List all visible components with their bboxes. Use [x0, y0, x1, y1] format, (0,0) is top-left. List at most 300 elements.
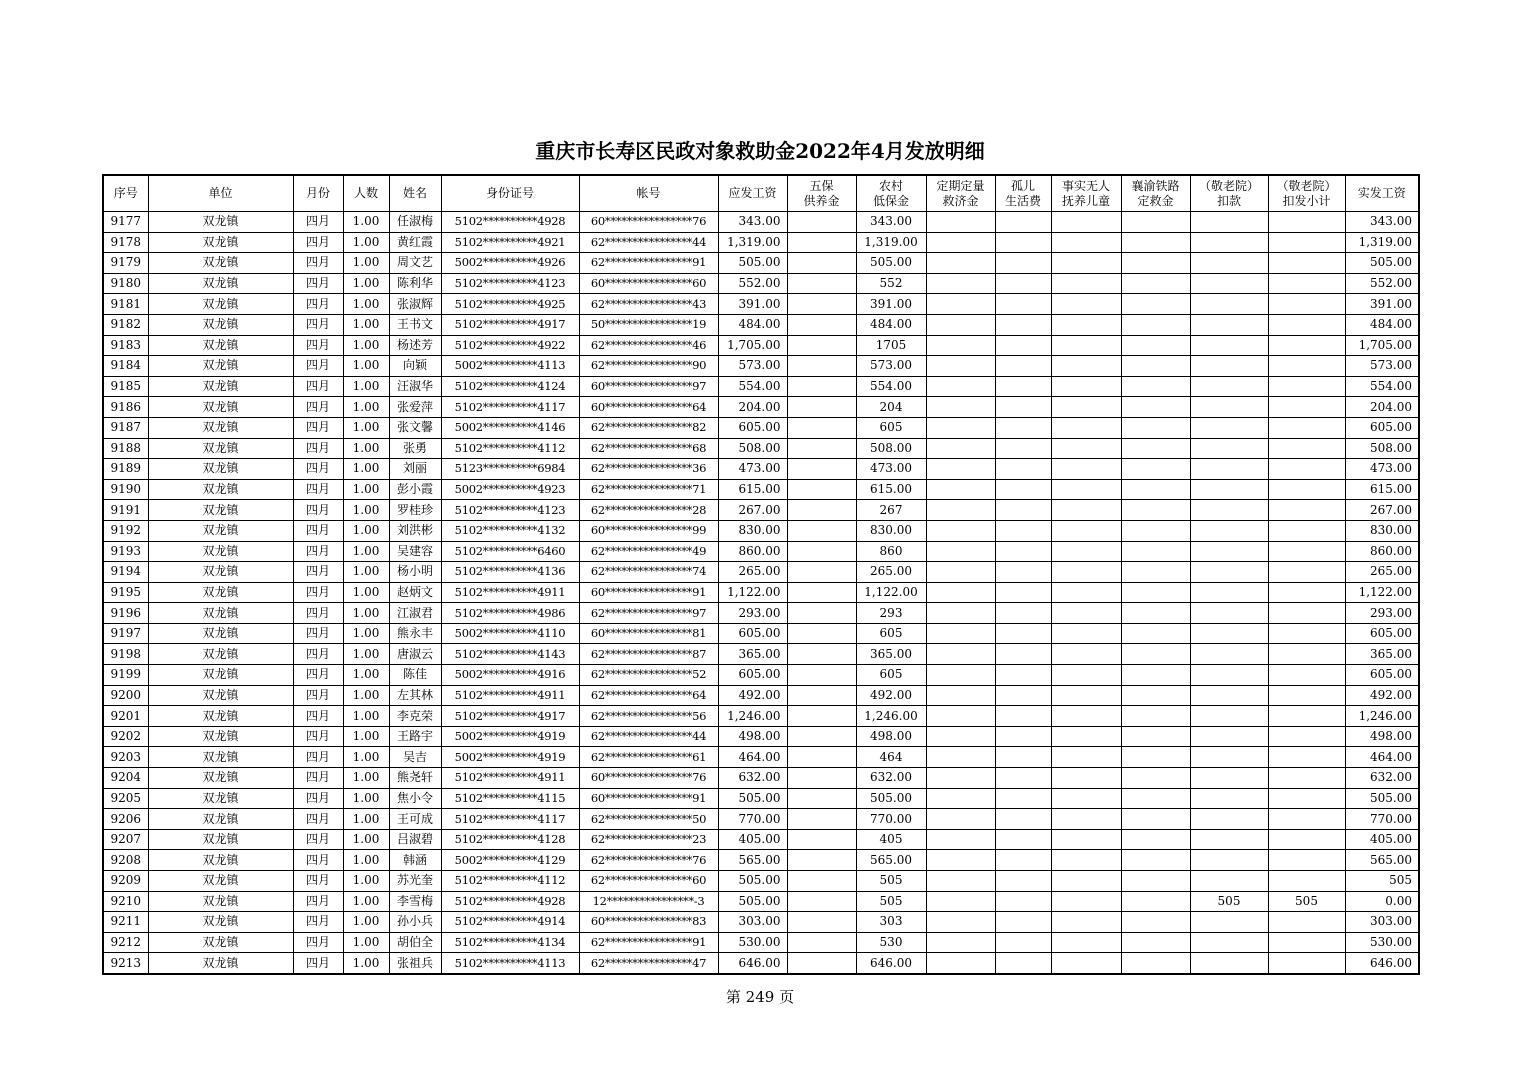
cell-col-unit: 双龙镇	[148, 747, 293, 768]
cell-col-id-number: 5102**********4922	[441, 335, 579, 356]
cell-col-id-number: 5102**********6460	[441, 541, 579, 562]
cell-col-deduct	[1190, 232, 1268, 253]
cell-col-name: 苏光奎	[389, 871, 441, 892]
cell-col-wubao	[787, 726, 856, 747]
cell-col-deduct-subtotal	[1268, 932, 1345, 953]
table-row	[103, 500, 1419, 521]
cell-col-deduct	[1190, 582, 1268, 603]
cell-col-unit: 双龙镇	[148, 809, 293, 830]
cell-col-id-number: 5002**********4926	[441, 253, 579, 274]
cell-col-dibao: 492.00	[856, 685, 926, 706]
cell-col-deduct-subtotal	[1268, 829, 1345, 850]
cell-col-account: 62****************91	[579, 932, 718, 953]
cell-col-name: 杨小明	[389, 562, 441, 583]
cell-col-deduct	[1190, 459, 1268, 480]
cell-col-name: 杨述芳	[389, 335, 441, 356]
header-line: 供养金	[803, 193, 840, 208]
cell-col-actual: 267.00	[1345, 500, 1419, 521]
cell-col-account: 62****************82	[579, 417, 718, 438]
cell-col-count: 1.00	[343, 520, 389, 541]
cell-col-wubao	[787, 253, 856, 274]
cell-col-seq: 9193	[103, 541, 148, 562]
cell-col-actual: 391.00	[1345, 294, 1419, 315]
cell-col-dingqi	[926, 253, 995, 274]
header-line: 定救金	[1137, 193, 1174, 208]
cell-col-child	[1051, 500, 1121, 521]
cell-col-id-number: 5002**********4129	[441, 850, 579, 871]
table-row	[103, 623, 1419, 644]
cell-col-month: 四月	[293, 253, 343, 274]
cell-col-id-number: 5102**********4123	[441, 500, 579, 521]
cell-col-account: 60****************81	[579, 623, 718, 644]
cell-col-actual: 505.00	[1345, 253, 1419, 274]
cell-col-seq: 9177	[103, 212, 148, 233]
cell-col-unit: 双龙镇	[148, 953, 293, 974]
cell-col-actual: 0.00	[1345, 891, 1419, 912]
cell-col-count: 1.00	[343, 397, 389, 418]
cell-col-unit: 双龙镇	[148, 376, 293, 397]
cell-col-seq: 9179	[103, 253, 148, 274]
cell-col-count: 1.00	[343, 665, 389, 686]
cell-col-deduct	[1190, 376, 1268, 397]
cell-col-dibao: 508.00	[856, 438, 926, 459]
cell-col-dingqi	[926, 809, 995, 830]
cell-col-orphan	[995, 438, 1051, 459]
cell-col-seq: 9186	[103, 397, 148, 418]
cell-col-month: 四月	[293, 562, 343, 583]
cell-col-deduct-subtotal	[1268, 850, 1345, 871]
cell-col-child	[1051, 644, 1121, 665]
cell-col-actual: 530.00	[1345, 932, 1419, 953]
cell-col-wubao	[787, 294, 856, 315]
cell-col-wubao	[787, 850, 856, 871]
cell-col-dingqi	[926, 541, 995, 562]
cell-col-seq: 9206	[103, 809, 148, 830]
header-line: 农村	[878, 178, 903, 193]
cell-col-actual: 605.00	[1345, 623, 1419, 644]
cell-col-orphan	[995, 891, 1051, 912]
cell-col-child	[1051, 665, 1121, 686]
cell-col-month: 四月	[293, 356, 343, 377]
cell-col-payable: 505.00	[718, 788, 787, 809]
cell-col-name: 唐淑云	[389, 644, 441, 665]
cell-col-wubao	[787, 232, 856, 253]
cell-col-deduct-subtotal	[1268, 376, 1345, 397]
cell-col-unit: 双龙镇	[148, 891, 293, 912]
cell-col-id-number: 5102**********4117	[441, 809, 579, 830]
cell-col-deduct-subtotal	[1268, 912, 1345, 933]
cell-col-xiangyu	[1121, 500, 1190, 521]
cell-col-account: 60****************91	[579, 788, 718, 809]
cell-col-deduct-subtotal	[1268, 644, 1345, 665]
cell-col-account: 62****************90	[579, 356, 718, 377]
cell-col-child	[1051, 417, 1121, 438]
cell-col-orphan	[995, 603, 1051, 624]
header-col-seq	[103, 175, 148, 212]
header-col-account	[579, 175, 718, 212]
cell-col-count: 1.00	[343, 912, 389, 933]
cell-col-month: 四月	[293, 397, 343, 418]
cell-col-month: 四月	[293, 479, 343, 500]
cell-col-deduct	[1190, 273, 1268, 294]
cell-col-actual: 830.00	[1345, 520, 1419, 541]
cell-col-orphan	[995, 953, 1051, 974]
header-line: 襄渝铁路	[1131, 178, 1180, 193]
cell-col-actual: 565.00	[1345, 850, 1419, 871]
cell-col-account: 62****************52	[579, 665, 718, 686]
cell-col-account: 62****************47	[579, 953, 718, 974]
cell-col-month: 四月	[293, 953, 343, 974]
cell-col-orphan	[995, 541, 1051, 562]
cell-col-unit: 双龙镇	[148, 500, 293, 521]
header-line: 生活费	[1004, 193, 1041, 208]
table-row	[103, 768, 1419, 789]
cell-col-count: 1.00	[343, 438, 389, 459]
cell-col-deduct-subtotal	[1268, 726, 1345, 747]
cell-col-unit: 双龙镇	[148, 829, 293, 850]
cell-col-deduct-subtotal	[1268, 314, 1345, 335]
cell-col-name: 李雪梅	[389, 891, 441, 912]
cell-col-name: 向颖	[389, 356, 441, 377]
cell-col-dingqi	[926, 294, 995, 315]
cell-col-deduct-subtotal	[1268, 397, 1345, 418]
cell-col-name: 王路宇	[389, 726, 441, 747]
cell-col-child	[1051, 768, 1121, 789]
cell-col-account: 62****************46	[579, 335, 718, 356]
cell-col-actual: 1,246.00	[1345, 706, 1419, 727]
cell-col-seq: 9201	[103, 706, 148, 727]
cell-col-id-number: 5002**********4916	[441, 665, 579, 686]
cell-col-xiangyu	[1121, 685, 1190, 706]
cell-col-count: 1.00	[343, 500, 389, 521]
cell-col-xiangyu	[1121, 520, 1190, 541]
cell-col-seq: 9197	[103, 623, 148, 644]
cell-col-name: 任淑梅	[389, 212, 441, 233]
table-row	[103, 479, 1419, 500]
cell-col-wubao	[787, 953, 856, 974]
cell-col-wubao	[787, 541, 856, 562]
cell-col-orphan	[995, 582, 1051, 603]
cell-col-count: 1.00	[343, 479, 389, 500]
cell-col-dibao: 505.00	[856, 788, 926, 809]
cell-col-child	[1051, 912, 1121, 933]
cell-col-wubao	[787, 788, 856, 809]
cell-col-orphan	[995, 726, 1051, 747]
cell-col-seq: 9182	[103, 314, 148, 335]
table-row	[103, 314, 1419, 335]
table-row	[103, 644, 1419, 665]
cell-col-orphan	[995, 829, 1051, 850]
cell-col-month: 四月	[293, 623, 343, 644]
cell-col-payable: 605.00	[718, 623, 787, 644]
cell-col-deduct-subtotal	[1268, 253, 1345, 274]
cell-col-id-number: 5102**********4113	[441, 953, 579, 974]
cell-col-name: 孙小兵	[389, 912, 441, 933]
cell-col-child	[1051, 850, 1121, 871]
cell-col-xiangyu	[1121, 809, 1190, 830]
cell-col-actual: 365.00	[1345, 644, 1419, 665]
cell-col-dingqi	[926, 685, 995, 706]
cell-col-dibao: 554.00	[856, 376, 926, 397]
cell-col-deduct-subtotal	[1268, 871, 1345, 892]
cell-col-dingqi	[926, 356, 995, 377]
cell-col-xiangyu	[1121, 562, 1190, 583]
header-line: 应发工资	[728, 186, 777, 200]
cell-col-wubao	[787, 685, 856, 706]
table-row	[103, 356, 1419, 377]
cell-col-month: 四月	[293, 932, 343, 953]
cell-col-xiangyu	[1121, 768, 1190, 789]
cell-col-deduct-subtotal	[1268, 582, 1345, 603]
header-col-id-number	[441, 175, 579, 212]
cell-col-id-number: 5102**********4914	[441, 912, 579, 933]
cell-col-name: 彭小霞	[389, 479, 441, 500]
cell-col-name: 黄红霞	[389, 232, 441, 253]
cell-col-seq: 9211	[103, 912, 148, 933]
cell-col-xiangyu	[1121, 891, 1190, 912]
cell-col-actual: 646.00	[1345, 953, 1419, 974]
cell-col-payable: 343.00	[718, 212, 787, 233]
cell-col-orphan	[995, 809, 1051, 830]
cell-col-account: 62****************61	[579, 747, 718, 768]
cell-col-orphan	[995, 459, 1051, 480]
cell-col-payable: 552.00	[718, 273, 787, 294]
cell-col-seq: 9194	[103, 562, 148, 583]
cell-col-wubao	[787, 623, 856, 644]
cell-col-count: 1.00	[343, 932, 389, 953]
cell-col-count: 1.00	[343, 562, 389, 583]
cell-col-dibao: 565.00	[856, 850, 926, 871]
cell-col-account: 62****************64	[579, 685, 718, 706]
cell-col-account: 62****************49	[579, 541, 718, 562]
cell-col-deduct-subtotal	[1268, 273, 1345, 294]
cell-col-name: 汪淑华	[389, 376, 441, 397]
table-row	[103, 212, 1419, 233]
cell-col-unit: 双龙镇	[148, 417, 293, 438]
cell-col-wubao	[787, 335, 856, 356]
cell-col-xiangyu	[1121, 294, 1190, 315]
cell-col-id-number: 5102**********4921	[441, 232, 579, 253]
cell-col-actual: 770.00	[1345, 809, 1419, 830]
header-col-dingqi	[926, 175, 995, 212]
cell-col-account: 62****************56	[579, 706, 718, 727]
table-row	[103, 726, 1419, 747]
cell-col-xiangyu	[1121, 417, 1190, 438]
cell-col-month: 四月	[293, 232, 343, 253]
cell-col-wubao	[787, 314, 856, 335]
cell-col-name: 吴吉	[389, 747, 441, 768]
cell-col-account: 60****************64	[579, 397, 718, 418]
cell-col-seq: 9204	[103, 768, 148, 789]
cell-col-orphan	[995, 644, 1051, 665]
cell-col-actual: 552.00	[1345, 273, 1419, 294]
cell-col-id-number: 5102**********4132	[441, 520, 579, 541]
cell-col-child	[1051, 356, 1121, 377]
cell-col-seq: 9178	[103, 232, 148, 253]
cell-col-dibao: 498.00	[856, 726, 926, 747]
cell-col-deduct-subtotal	[1268, 747, 1345, 768]
cell-col-xiangyu	[1121, 623, 1190, 644]
cell-col-month: 四月	[293, 500, 343, 521]
cell-col-name: 胡伯全	[389, 932, 441, 953]
cell-col-payable: 473.00	[718, 459, 787, 480]
cell-col-deduct	[1190, 603, 1268, 624]
cell-col-id-number: 5102**********4917	[441, 706, 579, 727]
header-line: 序号	[113, 186, 138, 200]
cell-col-account: 62****************43	[579, 294, 718, 315]
cell-col-payable: 498.00	[718, 726, 787, 747]
cell-col-actual: 1,319.00	[1345, 232, 1419, 253]
table-row	[103, 438, 1419, 459]
cell-col-unit: 双龙镇	[148, 562, 293, 583]
cell-col-actual: 554.00	[1345, 376, 1419, 397]
cell-col-xiangyu	[1121, 932, 1190, 953]
cell-col-dibao: 1,122.00	[856, 582, 926, 603]
cell-col-deduct-subtotal	[1268, 459, 1345, 480]
cell-col-deduct	[1190, 953, 1268, 974]
cell-col-orphan	[995, 685, 1051, 706]
cell-col-dibao: 615.00	[856, 479, 926, 500]
cell-col-actual: 860.00	[1345, 541, 1419, 562]
cell-col-xiangyu	[1121, 788, 1190, 809]
cell-col-dingqi	[926, 479, 995, 500]
cell-col-unit: 双龙镇	[148, 253, 293, 274]
header-col-xiangyu	[1121, 175, 1190, 212]
cell-col-name: 陈佳	[389, 665, 441, 686]
header-col-count	[343, 175, 389, 212]
cell-col-payable: 265.00	[718, 562, 787, 583]
cell-col-orphan	[995, 479, 1051, 500]
header-line: 抚养儿童	[1061, 193, 1110, 208]
table-row	[103, 520, 1419, 541]
header-line: 帐号	[636, 186, 661, 200]
cell-col-unit: 双龙镇	[148, 850, 293, 871]
cell-col-dingqi	[926, 665, 995, 686]
cell-col-count: 1.00	[343, 314, 389, 335]
cell-col-account: 60****************99	[579, 520, 718, 541]
cell-col-actual: 473.00	[1345, 459, 1419, 480]
cell-col-deduct	[1190, 871, 1268, 892]
cell-col-account: 62****************76	[579, 850, 718, 871]
cell-col-actual: 492.00	[1345, 685, 1419, 706]
cell-col-payable: 615.00	[718, 479, 787, 500]
cell-col-name: 张淑辉	[389, 294, 441, 315]
cell-col-actual: 498.00	[1345, 726, 1419, 747]
cell-col-child	[1051, 314, 1121, 335]
cell-col-child	[1051, 891, 1121, 912]
cell-col-id-number: 5002**********4919	[441, 747, 579, 768]
cell-col-xiangyu	[1121, 829, 1190, 850]
cell-col-xiangyu	[1121, 912, 1190, 933]
cell-col-seq: 9185	[103, 376, 148, 397]
cell-col-orphan	[995, 788, 1051, 809]
cell-col-child	[1051, 253, 1121, 274]
cell-col-child	[1051, 685, 1121, 706]
cell-col-dingqi	[926, 726, 995, 747]
cell-col-child	[1051, 788, 1121, 809]
cell-col-name: 焦小令	[389, 788, 441, 809]
header-line: 定期定量	[936, 178, 985, 193]
cell-col-actual: 1,122.00	[1345, 582, 1419, 603]
cell-col-child	[1051, 520, 1121, 541]
cell-col-deduct	[1190, 294, 1268, 315]
cell-col-unit: 双龙镇	[148, 788, 293, 809]
cell-col-child	[1051, 582, 1121, 603]
cell-col-dibao: 267	[856, 500, 926, 521]
cell-col-deduct	[1190, 850, 1268, 871]
cell-col-dingqi	[926, 562, 995, 583]
cell-col-child	[1051, 376, 1121, 397]
cell-col-dibao: 573.00	[856, 356, 926, 377]
cell-col-actual: 303.00	[1345, 912, 1419, 933]
cell-col-month: 四月	[293, 912, 343, 933]
cell-col-payable: 860.00	[718, 541, 787, 562]
cell-col-account: 62****************36	[579, 459, 718, 480]
header-line: 救济金	[942, 193, 979, 208]
cell-col-dibao: 365.00	[856, 644, 926, 665]
cell-col-dibao: 605	[856, 665, 926, 686]
header-line: （敬老院）	[1276, 178, 1337, 193]
cell-col-dibao: 505	[856, 891, 926, 912]
cell-col-xiangyu	[1121, 273, 1190, 294]
cell-col-count: 1.00	[343, 891, 389, 912]
cell-col-wubao	[787, 768, 856, 789]
cell-col-dibao: 1,319.00	[856, 232, 926, 253]
cell-col-dingqi	[926, 623, 995, 644]
cell-col-deduct-subtotal	[1268, 438, 1345, 459]
header-col-name	[389, 175, 441, 212]
table-row	[103, 685, 1419, 706]
cell-col-xiangyu	[1121, 665, 1190, 686]
cell-col-name: 韩涵	[389, 850, 441, 871]
cell-col-orphan	[995, 376, 1051, 397]
cell-col-deduct	[1190, 520, 1268, 541]
cell-col-wubao	[787, 500, 856, 521]
cell-col-actual: 293.00	[1345, 603, 1419, 624]
cell-col-xiangyu	[1121, 850, 1190, 871]
cell-col-id-number: 5102**********4986	[441, 603, 579, 624]
cell-col-unit: 双龙镇	[148, 232, 293, 253]
header-col-month	[293, 175, 343, 212]
cell-col-wubao	[787, 417, 856, 438]
table-body	[103, 212, 1419, 974]
header-line: 月份	[305, 186, 330, 200]
cell-col-seq: 9191	[103, 500, 148, 521]
cell-col-deduct	[1190, 356, 1268, 377]
cell-col-dibao: 505.00	[856, 253, 926, 274]
cell-col-payable: 573.00	[718, 356, 787, 377]
cell-col-dibao: 391.00	[856, 294, 926, 315]
cell-col-unit: 双龙镇	[148, 212, 293, 233]
cell-col-payable: 632.00	[718, 768, 787, 789]
cell-col-orphan	[995, 768, 1051, 789]
cell-col-seq: 9192	[103, 520, 148, 541]
cell-col-dingqi	[926, 788, 995, 809]
cell-col-account: 62****************97	[579, 603, 718, 624]
cell-col-orphan	[995, 356, 1051, 377]
cell-col-deduct-subtotal	[1268, 500, 1345, 521]
cell-col-orphan	[995, 747, 1051, 768]
cell-col-deduct	[1190, 500, 1268, 521]
cell-col-unit: 双龙镇	[148, 768, 293, 789]
cell-col-actual: 1,705.00	[1345, 335, 1419, 356]
cell-col-deduct-subtotal	[1268, 788, 1345, 809]
cell-col-wubao	[787, 212, 856, 233]
cell-col-month: 四月	[293, 520, 343, 541]
cell-col-xiangyu	[1121, 871, 1190, 892]
cell-col-wubao	[787, 871, 856, 892]
cell-col-deduct-subtotal	[1268, 706, 1345, 727]
